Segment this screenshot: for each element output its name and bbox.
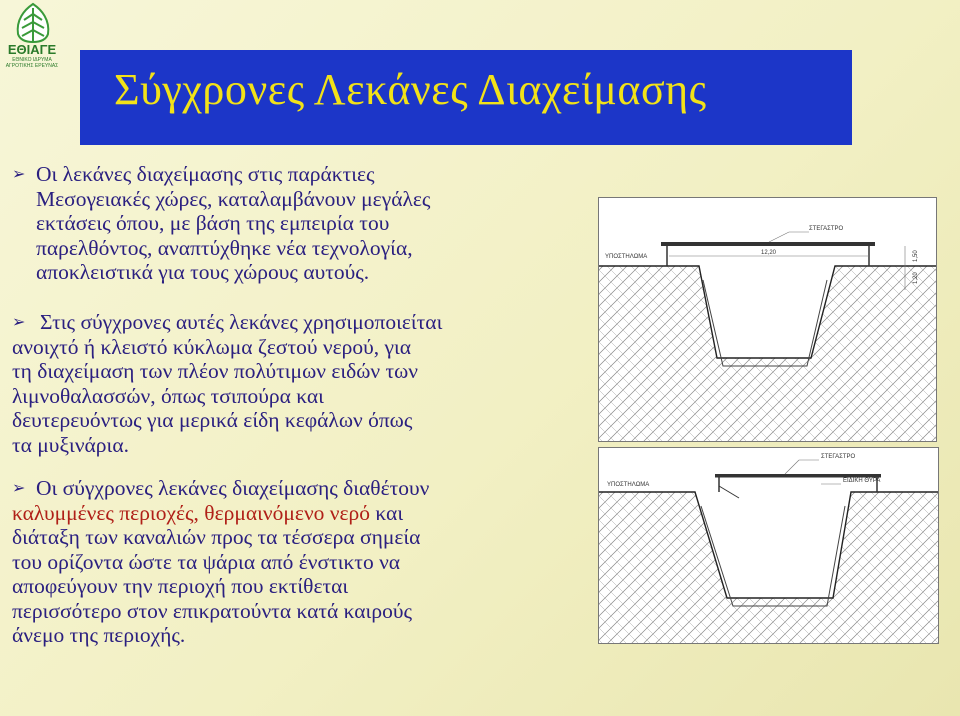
bullet-3-line: του ορίζοντα ώστε τα ψάρια από ένστικτο να (12, 549, 401, 574)
bullet-3-line: περισσότερο στον επικρατούντα κατά καιρούς (12, 598, 412, 623)
height-dimension-1: 1,50 (913, 250, 919, 262)
bullet-3-line: αποφεύγουν την περιοχή που εκτίθεται (12, 574, 349, 598)
bullet-1-line: Μεσογειακές χώρες, καταλαμβάνουν μεγάλες (36, 186, 431, 211)
width-dimension: 12,20 (761, 250, 777, 256)
bullet-3-line: Οι σύγχρονες λεκάνες διαχείμασης διαθέτουν (36, 476, 430, 500)
door-label: ΕΙΔΙΚΗ ΘΥΡΑ (843, 478, 881, 484)
bullet-1 (12, 162, 512, 285)
bullet-1-line: αποκλειστικά για τους χώρους αυτούς. (36, 260, 370, 284)
bullet-2-line: τα μυξινάρια. (12, 432, 129, 457)
ground-label: ΥΠΟΣΤΗΛΩΜΑ (605, 254, 648, 260)
logo-subtitle: ΕΘΝΙΚΟ ΙΔΡΥΜΑ ΑΓΡΟΤΙΚΗΣ ΕΡΕΥΝΑΣ (5, 57, 59, 69)
bullet-3-line: άνεμο της περιοχής. (12, 623, 186, 647)
title-bar (80, 50, 852, 145)
bullet-1-line: εκτάσεις όπου, με βάση της εμπειρία του (36, 211, 390, 235)
bullet-2-line: Στις σύγχρονες αυτές λεκάνες χρησιμοποιείται (40, 310, 443, 334)
bullet-3-line: και (370, 500, 404, 525)
arrow-bullet-icon: ➢ (12, 312, 26, 331)
bullet-2-line: δευτερευόντως για μερικά είδη κεφάλων όπως (12, 408, 413, 432)
ground-label: ΥΠΟΣΤΗΛΩΜΑ (607, 482, 650, 488)
arrow-bullet-icon: ➢ (12, 478, 26, 497)
bullet-1-line: παρελθόντος, αναπτύχθηκε νέα τεχνολογία, (36, 235, 413, 260)
arrow-bullet-icon: ➢ (12, 164, 26, 183)
bullet-3 (12, 476, 572, 648)
roof-label: ΣΤΕΓΑΣΤΡΟ (809, 226, 844, 232)
roof-label: ΣΤΕΓΑΣΤΡΟ (821, 454, 856, 460)
page-title: Σύγχρονες Λεκάνες Διαχείμασης (114, 65, 707, 114)
bullet-2-line: λιμνοθαλασσών, όπως τσιπούρα και (12, 383, 324, 408)
bullet-1-line: Οι λεκάνες διαχείμασης στις παράκτιες (36, 162, 375, 186)
bullet-3-line: διάταξη των καναλιών προς τα τέσσερα σημεία (12, 525, 421, 549)
basin-cross-section-diagram (598, 197, 937, 442)
bullet-3-highlight: καλυμμένες περιοχές, θερμαινόμενο νερό (12, 500, 371, 525)
logo-name: ΕΘΙΑΓΕ (7, 42, 57, 57)
height-dimension-2: 1,20 (913, 272, 919, 284)
bullet-2 (12, 310, 572, 457)
covered-basin-diagram (598, 447, 939, 644)
bullet-2-line: ανοιχτό ή κλειστό κύκλωμα ζεστού νερού, για (12, 334, 412, 359)
bullet-2-line: τη διαχείμαση των πλέον πολύτιμων ειδών των (12, 359, 419, 383)
bullet-1-text (12, 162, 512, 285)
